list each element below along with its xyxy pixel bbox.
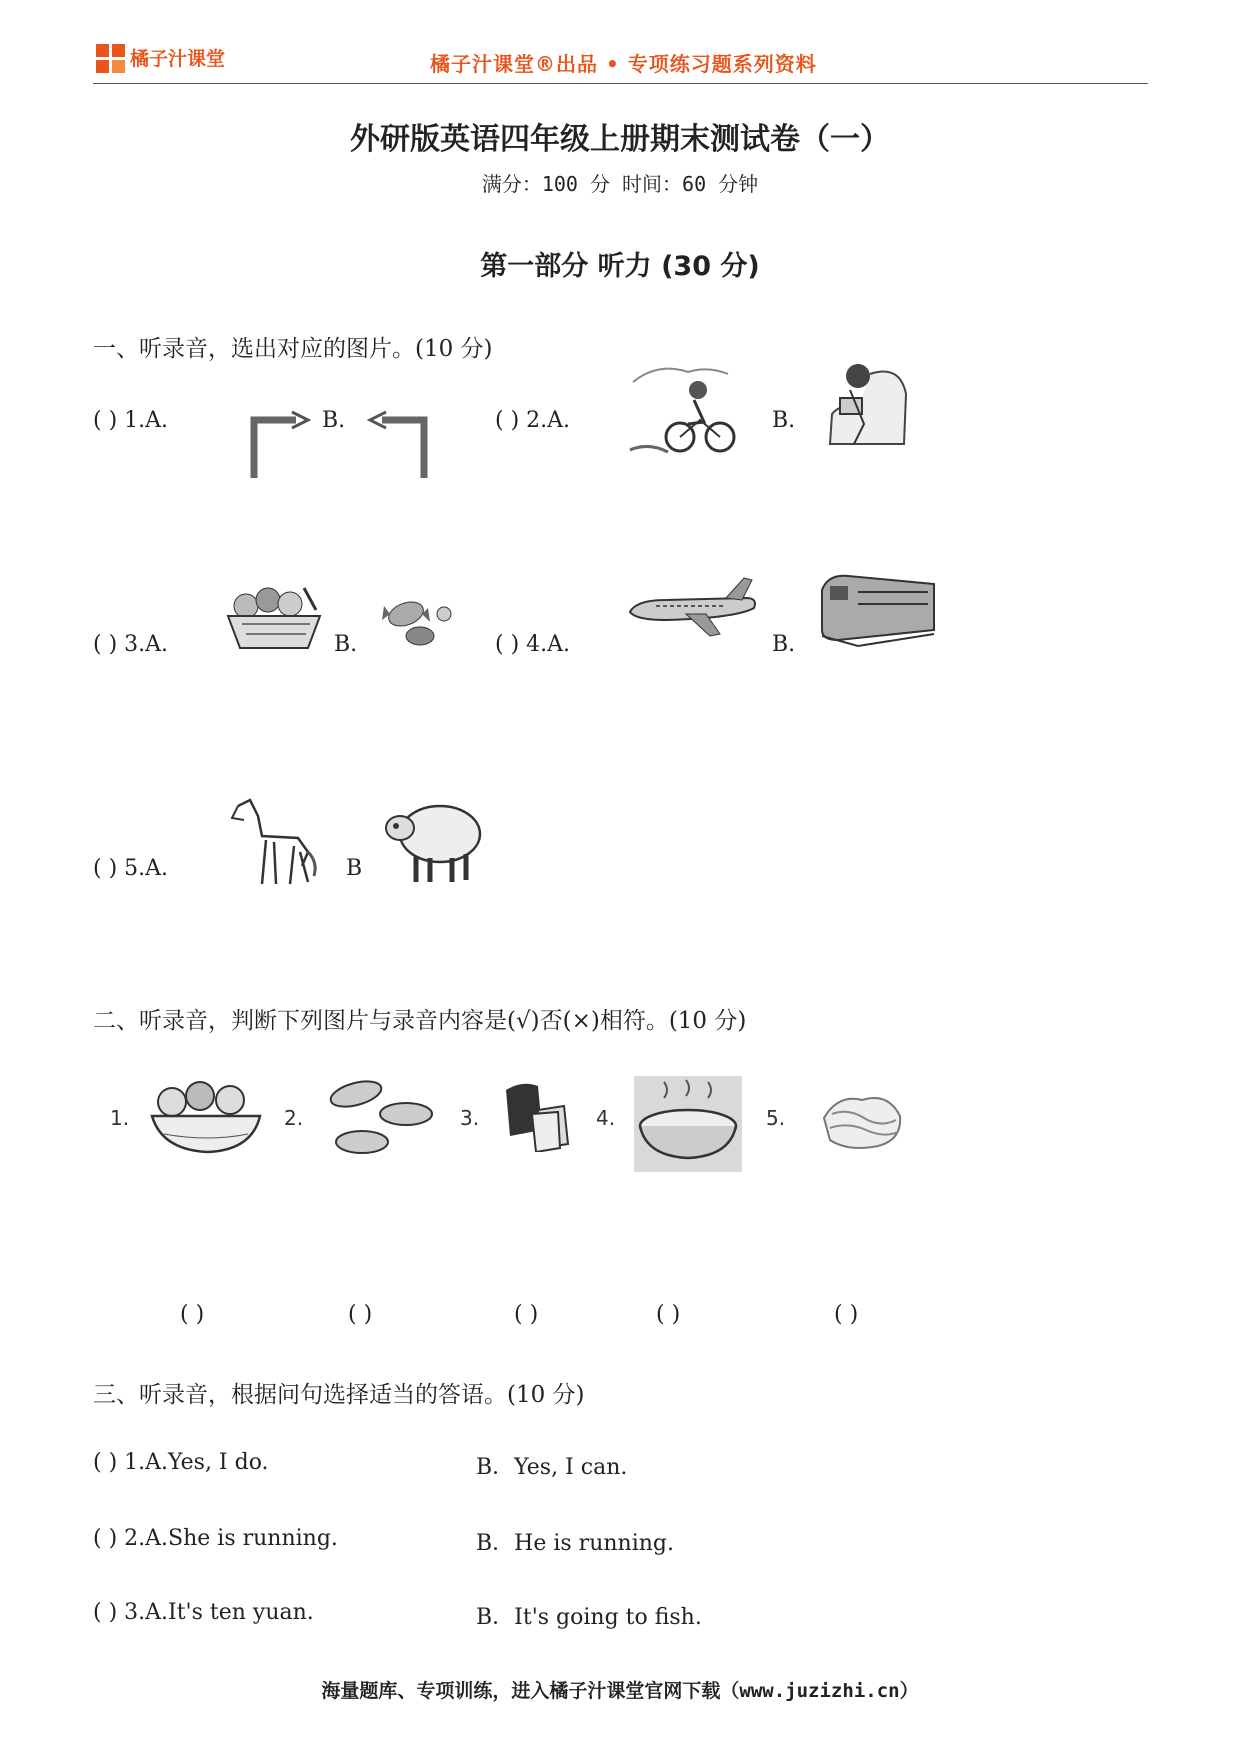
picture-number: 3. xyxy=(460,1106,480,1130)
option-b-label: B. xyxy=(322,408,346,433)
sheep-image xyxy=(380,794,484,890)
exam-info: 满分：100 分 时间：60 分钟 xyxy=(481,172,759,196)
option-b-label: B xyxy=(346,856,363,881)
answer-blank-3[interactable]: ( ) xyxy=(514,1302,539,1327)
header-divider xyxy=(93,83,1148,84)
girl-riding-bike-image xyxy=(628,362,738,462)
question-4: ( ) 4.A. xyxy=(495,632,571,657)
candy-image xyxy=(376,584,456,658)
turn-right-arrow-image xyxy=(246,408,316,484)
logo-text: 橘子汁课堂 xyxy=(130,48,226,70)
page-title: 外研版英语四年级上册期末测试卷（一） xyxy=(350,122,890,157)
bread-image xyxy=(502,1080,572,1156)
picture-number: 5. xyxy=(766,1106,786,1130)
section3-heading: 三、听录音，根据问句选择适当的答语。(10 分) xyxy=(93,1382,585,1408)
option-b-label: B. xyxy=(772,632,796,657)
picture-number: 2. xyxy=(284,1106,304,1130)
option-b: B．It's going to fish. xyxy=(476,1605,702,1630)
question-3: ( ) 3.A. xyxy=(93,632,169,657)
soup-image xyxy=(634,1076,742,1176)
question-1: ( ) 1.A. xyxy=(93,408,169,433)
plane-image xyxy=(626,574,762,644)
footer-text: 海量题库、专项训练，进入橘子汁课堂官网下载（www.juzizhi.cn） xyxy=(321,1680,919,1702)
question-5: ( ) 5.A. xyxy=(93,856,169,881)
answer-blank-2[interactable]: ( ) xyxy=(348,1302,373,1327)
logo-icon xyxy=(96,44,126,74)
section1-heading: 一、听录音，选出对应的图片。(10 分) xyxy=(93,336,493,362)
girl-reading-image xyxy=(820,354,908,454)
fruit-basket-image xyxy=(222,580,326,654)
section2-heading: 二、听录音，判断下列图片与录音内容是(√)否(×)相符。(10 分) xyxy=(93,1008,747,1034)
horse-image xyxy=(228,796,318,892)
answer-blank-1[interactable]: ( ) xyxy=(180,1302,205,1327)
noodles-image xyxy=(818,1088,904,1156)
train-image xyxy=(818,570,936,652)
fruit-bowl-image xyxy=(148,1076,264,1160)
option-b-label: B. xyxy=(334,632,358,657)
part-title: 第一部分 听力 (30 分) xyxy=(480,251,760,282)
question-1: ( ) 1.A.Yes, I do. xyxy=(93,1450,269,1475)
picture-number: 1. xyxy=(110,1106,130,1130)
picture-number: 4. xyxy=(596,1106,616,1130)
option-b: B．Yes, I can. xyxy=(476,1455,628,1480)
peanuts-image xyxy=(326,1076,436,1164)
option-b: B．He is running. xyxy=(476,1531,674,1556)
header-slogan: 橘子汁课堂®出品 • 专项练习题系列资料 xyxy=(430,52,817,76)
turn-left-arrow-image xyxy=(364,408,434,484)
answer-blank-4[interactable]: ( ) xyxy=(656,1302,681,1327)
question-2: ( ) 2.A. xyxy=(495,408,571,433)
answer-blank-5[interactable]: ( ) xyxy=(834,1302,859,1327)
question-3: ( ) 3.A.It's ten yuan. xyxy=(93,1600,314,1625)
question-2: ( ) 2.A.She is running. xyxy=(93,1526,338,1551)
option-b-label: B. xyxy=(772,408,796,433)
